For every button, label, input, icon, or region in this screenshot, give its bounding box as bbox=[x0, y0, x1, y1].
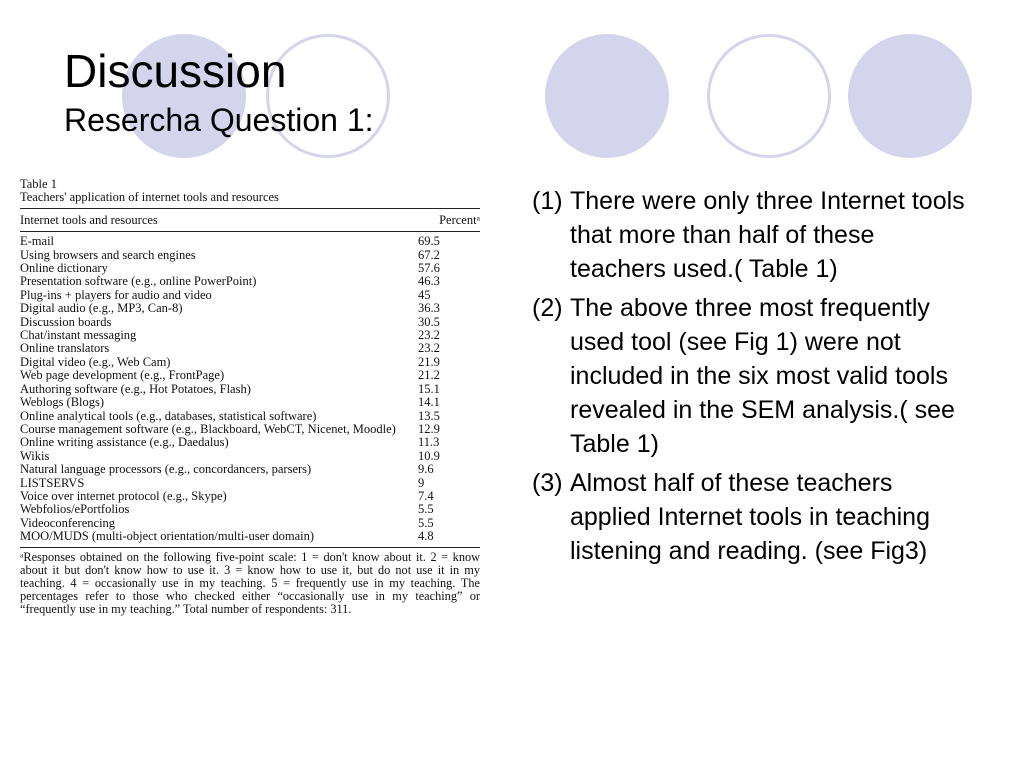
table-row bbox=[20, 490, 480, 503]
table-row bbox=[20, 356, 480, 369]
table-row bbox=[20, 436, 480, 449]
table-row bbox=[20, 410, 480, 423]
table-row bbox=[20, 517, 480, 530]
point-number: (1) bbox=[532, 187, 563, 215]
table-row bbox=[20, 477, 480, 490]
table-body bbox=[20, 235, 480, 543]
table-cell-tool: Chat/instant messaging bbox=[20, 328, 137, 343]
table-rule-top bbox=[20, 208, 480, 209]
table-cell-percent: 5.5 bbox=[418, 515, 434, 530]
table-cell-percent: 5.5 bbox=[418, 502, 434, 517]
table-cell-tool: Web page development (e.g., FrontPage) bbox=[20, 368, 225, 383]
table-row bbox=[20, 289, 480, 302]
slide-title: Discussion bbox=[64, 45, 287, 97]
table-cell-tool: Online translators bbox=[20, 341, 110, 356]
point-text: The above three most frequently used tool (see Fig 1) were not included in the six most valid tools revealed in the SEM analysis.( see Table 1) bbox=[570, 294, 955, 458]
table-cell-percent: 36.3 bbox=[418, 301, 440, 316]
table-row bbox=[20, 503, 480, 516]
table-cell-tool: Course management software (e.g., Blackboard, WebCT, Nicenet, Moodle) bbox=[20, 421, 396, 436]
table-cell-tool: Authoring software (e.g., Hot Potatoes, Flash) bbox=[20, 381, 251, 396]
table-cell-tool: Webfolios/ePortfolios bbox=[20, 502, 130, 517]
slide-subtitle: Resercha Question 1: bbox=[64, 102, 374, 138]
table-cell-tool: Online dictionary bbox=[20, 261, 108, 276]
table-cell-tool: Plug-ins + players for audio and video bbox=[20, 287, 212, 302]
table-cell-tool: Online analytical tools (e.g., databases, statistical software) bbox=[20, 408, 317, 423]
decor-circle-5 bbox=[848, 34, 972, 158]
table-row bbox=[20, 275, 480, 288]
table-cell-percent: 30.5 bbox=[418, 314, 440, 329]
discussion-point bbox=[532, 291, 972, 461]
table-cell-tool: LISTSERVS bbox=[20, 475, 85, 490]
table-cell-percent: 12.9 bbox=[418, 421, 440, 436]
table-cell-percent: 23.2 bbox=[418, 328, 440, 343]
table-row bbox=[20, 463, 480, 476]
table-cell-percent: 45 bbox=[418, 287, 431, 302]
title-block bbox=[64, 44, 374, 140]
table-cell-percent: 13.5 bbox=[418, 408, 440, 423]
table-cell-percent: 23.2 bbox=[418, 341, 440, 356]
table-cell-percent: 21.9 bbox=[418, 354, 440, 369]
table-cell-tool: Using browsers and search engines bbox=[20, 247, 196, 262]
table-cell-tool: E-mail bbox=[20, 234, 55, 249]
table-row bbox=[20, 302, 480, 315]
point-text: Almost half of these teachers applied Internet tools in teaching listening and reading. (see Fig3) bbox=[570, 469, 930, 565]
table-cell-tool: MOO/MUDS (multi-object orientation/multi-user domain) bbox=[20, 529, 315, 544]
table-cell-percent: 10.9 bbox=[418, 448, 440, 463]
table-caption-number: Table 1 bbox=[20, 177, 57, 191]
table-figure bbox=[20, 178, 480, 617]
table-cell-tool: Voice over internet protocol (e.g., Skype) bbox=[20, 488, 227, 503]
decor-circle-3 bbox=[545, 34, 669, 158]
table-row bbox=[20, 423, 480, 436]
table-cell-tool: Weblogs (Blogs) bbox=[20, 395, 105, 410]
discussion-point bbox=[532, 184, 972, 286]
table-cell-percent: 15.1 bbox=[418, 381, 440, 396]
table-row bbox=[20, 530, 480, 543]
table-cell-tool: Digital audio (e.g., MP3, Can-8) bbox=[20, 301, 183, 316]
table-header bbox=[20, 212, 480, 228]
table-footnote: ᵃResponses obtained on the following five-point scale: 1 = don't know about it. 2 = know about it but don't know how to use it. 3 = know how to use it, but do not use it in my teaching. 4 = occasionally use in my teaching. 5 = frequently use in my teaching. The percentages refer to those who checked either “occasionally use in my teaching” or “frequently use in my teaching.” Total number of respondents: 311. bbox=[20, 549, 480, 617]
table-row bbox=[20, 262, 480, 275]
table-cell-percent: 69.5 bbox=[418, 234, 440, 249]
table-cell-tool: Natural language processors (e.g., concordancers, parsers) bbox=[20, 462, 312, 477]
table-header-percent: Percentᵃ bbox=[439, 212, 480, 227]
table-cell-tool: Discussion boards bbox=[20, 314, 112, 329]
discussion-point bbox=[532, 466, 972, 568]
table-row bbox=[20, 329, 480, 342]
table-cell-percent: 7.4 bbox=[418, 488, 434, 503]
table-row bbox=[20, 235, 480, 248]
point-number: (2) bbox=[532, 294, 563, 322]
table-cell-percent: 11.3 bbox=[418, 435, 440, 450]
table-cell-percent: 46.3 bbox=[418, 274, 440, 289]
table-row bbox=[20, 249, 480, 262]
table-cell-percent: 21.2 bbox=[418, 368, 440, 383]
table-row bbox=[20, 316, 480, 329]
table-cell-percent: 4.8 bbox=[418, 529, 434, 544]
table-row bbox=[20, 450, 480, 463]
table-cell-tool: Digital video (e.g., Web Cam) bbox=[20, 354, 171, 369]
table-cell-tool: Videoconferencing bbox=[20, 515, 116, 530]
table-cell-percent: 14.1 bbox=[418, 395, 440, 410]
table-rule-bottom bbox=[20, 547, 480, 548]
point-text: There were only three Internet tools that more than half of these teachers used.( Table 1) bbox=[570, 187, 965, 283]
discussion-points bbox=[532, 184, 972, 573]
table-cell-percent: 57.6 bbox=[418, 261, 440, 276]
point-number: (3) bbox=[532, 469, 563, 497]
table-cell-tool: Wikis bbox=[20, 448, 50, 463]
table-caption-title: Teachers' application of internet tools and resources bbox=[20, 190, 279, 205]
table-header-tool: Internet tools and resources bbox=[20, 212, 158, 227]
table-cell-percent: 9.6 bbox=[418, 462, 434, 477]
table-cell-percent: 67.2 bbox=[418, 247, 440, 262]
table-cell-tool: Online writing assistance (e.g., Daedalus) bbox=[20, 435, 229, 450]
table-row bbox=[20, 383, 480, 396]
table-row bbox=[20, 396, 480, 409]
decor-circle-4 bbox=[707, 34, 831, 158]
table-cell-percent: 9 bbox=[418, 475, 425, 490]
table-row bbox=[20, 369, 480, 382]
table-rule-header bbox=[20, 231, 480, 232]
table-row bbox=[20, 342, 480, 355]
table-cell-tool: Presentation software (e.g., online PowerPoint) bbox=[20, 274, 257, 289]
